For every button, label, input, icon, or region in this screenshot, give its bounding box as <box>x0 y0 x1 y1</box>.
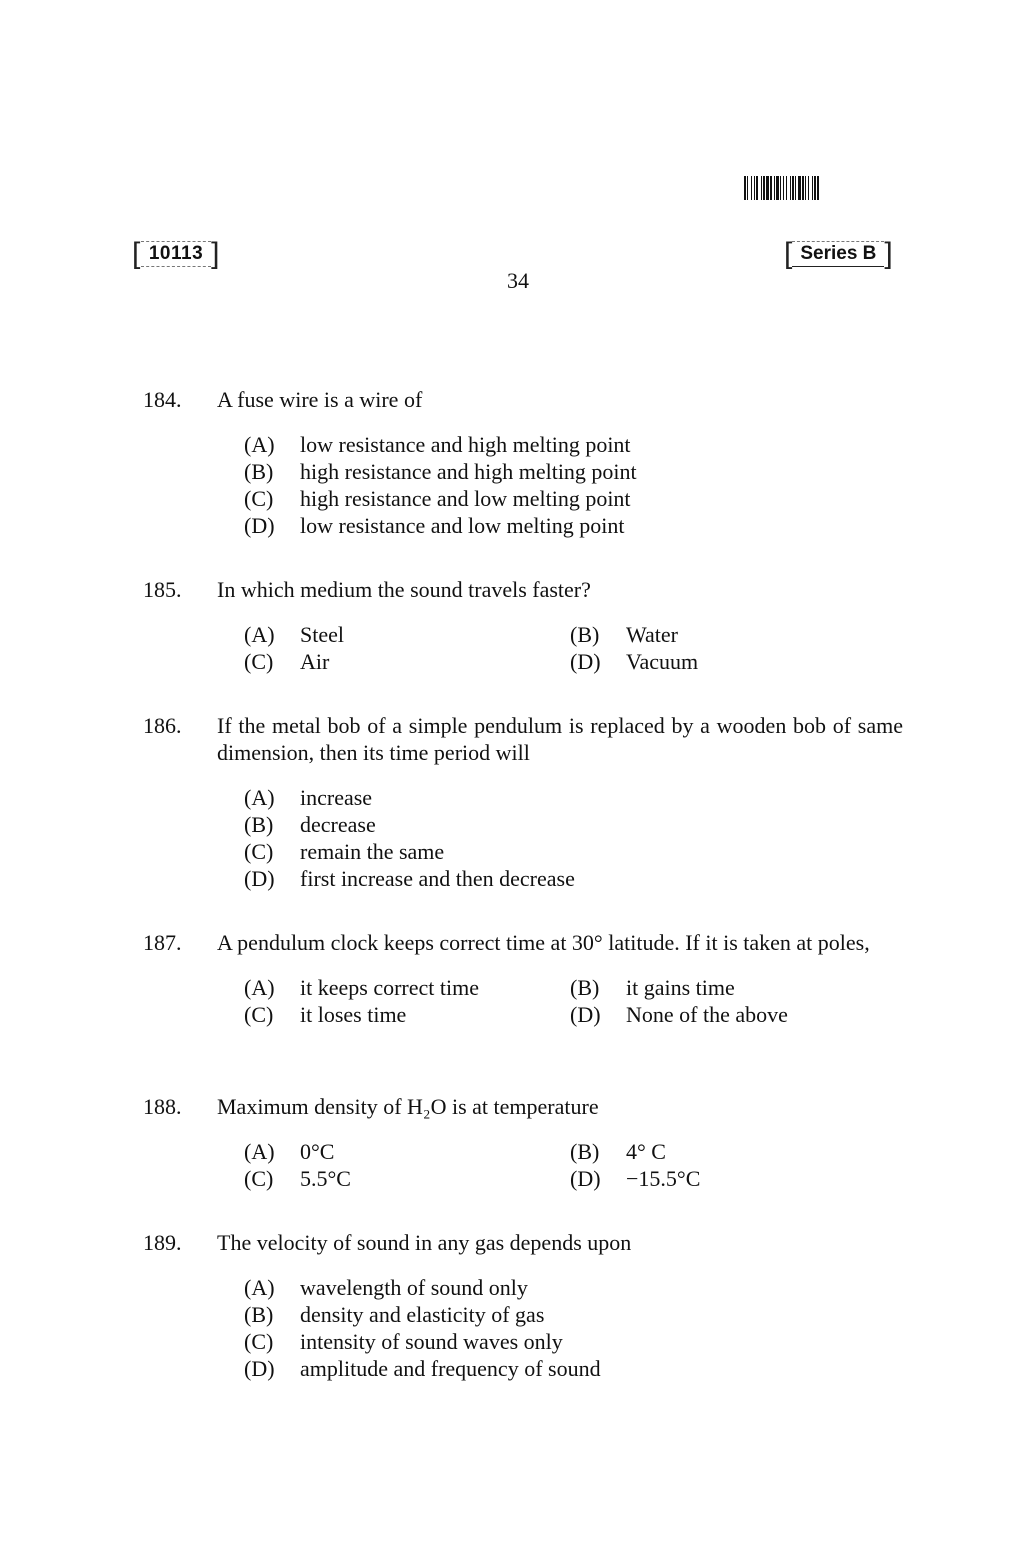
series-label: Series B <box>792 241 884 267</box>
option-c <box>244 648 570 675</box>
question-text: If the metal bob of a simple pendulum is replaced by a wooden bob of same dimension, then its time period will <box>217 713 903 765</box>
option-d <box>244 865 575 892</box>
question-number: 186. <box>143 713 182 738</box>
option-b <box>570 621 678 648</box>
option-b <box>570 974 735 1001</box>
option-text: high resistance and high melting point <box>300 459 637 484</box>
option-letter: (D) <box>244 1356 275 1381</box>
option-text: 5.5°C <box>300 1166 351 1191</box>
option-b <box>570 1138 666 1165</box>
option-a <box>244 431 631 458</box>
option-letter: (A) <box>244 1139 275 1164</box>
option-c <box>244 1001 570 1028</box>
question-188 <box>143 1093 903 1192</box>
option-text: 4° C <box>626 1139 666 1164</box>
option-c <box>244 838 444 865</box>
paper-code-box <box>132 237 220 270</box>
question-187 <box>143 929 903 1028</box>
option-text: first increase and then decrease <box>300 866 575 891</box>
option-text: amplitude and frequency of sound <box>300 1356 601 1381</box>
right-bracket: ] <box>211 237 220 270</box>
question-189 <box>143 1229 903 1382</box>
question-number: 187. <box>143 930 182 955</box>
option-c <box>244 1165 570 1192</box>
option-d <box>570 1165 700 1192</box>
option-letter: (B) <box>570 1139 600 1164</box>
question-number: 189. <box>143 1230 182 1255</box>
option-list <box>244 621 903 675</box>
option-text: increase <box>300 785 373 810</box>
option-letter: (D) <box>570 1002 601 1027</box>
option-letter: (D) <box>570 649 601 674</box>
option-text: wavelength of sound only <box>300 1275 528 1300</box>
option-b <box>244 811 376 838</box>
question-text: In which medium the sound travels faster? <box>217 577 591 602</box>
option-list <box>244 1274 903 1382</box>
option-letter: (A) <box>244 1275 275 1300</box>
option-letter: (C) <box>244 1329 274 1354</box>
option-d <box>244 512 624 539</box>
option-text: None of the above <box>626 1002 788 1027</box>
question-number: 184. <box>143 387 182 412</box>
option-list <box>244 784 903 892</box>
option-list <box>244 431 903 539</box>
option-letter: (C) <box>244 839 274 864</box>
option-a <box>244 1138 570 1165</box>
series-box <box>784 237 893 270</box>
option-letter: (C) <box>244 486 274 511</box>
option-text: density and elasticity of gas <box>300 1302 545 1327</box>
option-letter: (B) <box>244 812 274 837</box>
option-letter: (D) <box>244 866 275 891</box>
paper-code: 10113 <box>141 241 211 267</box>
question-text: A pendulum clock keeps correct time at 30° latitude. If it is taken at poles, <box>217 930 870 955</box>
barcode <box>744 176 904 200</box>
question-text: A fuse wire is a wire of <box>217 387 423 412</box>
option-letter: (A) <box>244 432 275 457</box>
option-letter: (C) <box>244 1166 274 1191</box>
question-185 <box>143 576 903 675</box>
option-text: high resistance and low melting point <box>300 486 631 511</box>
option-letter: (D) <box>570 1166 601 1191</box>
option-letter: (A) <box>244 622 275 647</box>
option-letter: (A) <box>244 785 275 810</box>
option-text: it gains time <box>626 975 735 1000</box>
option-text: it keeps correct time <box>300 975 479 1000</box>
option-a <box>244 974 570 1001</box>
option-a <box>244 621 570 648</box>
option-d <box>570 648 698 675</box>
barcode-bar <box>819 176 820 200</box>
option-text: remain the same <box>300 839 445 864</box>
option-text: 0°C <box>300 1139 335 1164</box>
option-list <box>244 1138 903 1192</box>
option-a <box>244 1274 528 1301</box>
option-letter: (C) <box>244 649 274 674</box>
right-bracket: ] <box>884 237 893 270</box>
option-text: Steel <box>300 622 344 647</box>
left-bracket: [ <box>132 237 141 270</box>
option-letter: (B) <box>570 622 600 647</box>
question-186 <box>143 712 903 892</box>
option-text: low resistance and low melting point <box>300 513 625 538</box>
question-text: Maximum density of H₂O is at temperature <box>217 1094 599 1119</box>
option-list <box>244 974 903 1028</box>
option-text: it loses time <box>300 1002 407 1027</box>
option-letter: (D) <box>244 513 275 538</box>
question-184 <box>143 386 903 539</box>
option-d <box>570 1001 788 1028</box>
option-letter: (B) <box>244 459 274 484</box>
option-text: Vacuum <box>626 649 699 674</box>
option-text: intensity of sound waves only <box>300 1329 563 1354</box>
option-c <box>244 1328 563 1355</box>
option-text: low resistance and high melting point <box>300 432 631 457</box>
option-a <box>244 784 372 811</box>
option-letter: (A) <box>244 975 275 1000</box>
option-c <box>244 485 631 512</box>
option-b <box>244 1301 544 1328</box>
option-b <box>244 458 637 485</box>
option-text: decrease <box>300 812 376 837</box>
option-letter: (B) <box>570 975 600 1000</box>
question-number: 185. <box>143 577 182 602</box>
option-text: −15.5°C <box>626 1166 701 1191</box>
left-bracket: [ <box>784 237 793 270</box>
option-letter: (C) <box>244 1002 274 1027</box>
option-text: Air <box>300 649 330 674</box>
option-letter: (B) <box>244 1302 274 1327</box>
question-text: The velocity of sound in any gas depends upon <box>217 1230 632 1255</box>
page-number: 34 <box>507 268 529 293</box>
question-number: 188. <box>143 1094 182 1119</box>
option-d <box>244 1355 601 1382</box>
option-text: Water <box>626 622 678 647</box>
